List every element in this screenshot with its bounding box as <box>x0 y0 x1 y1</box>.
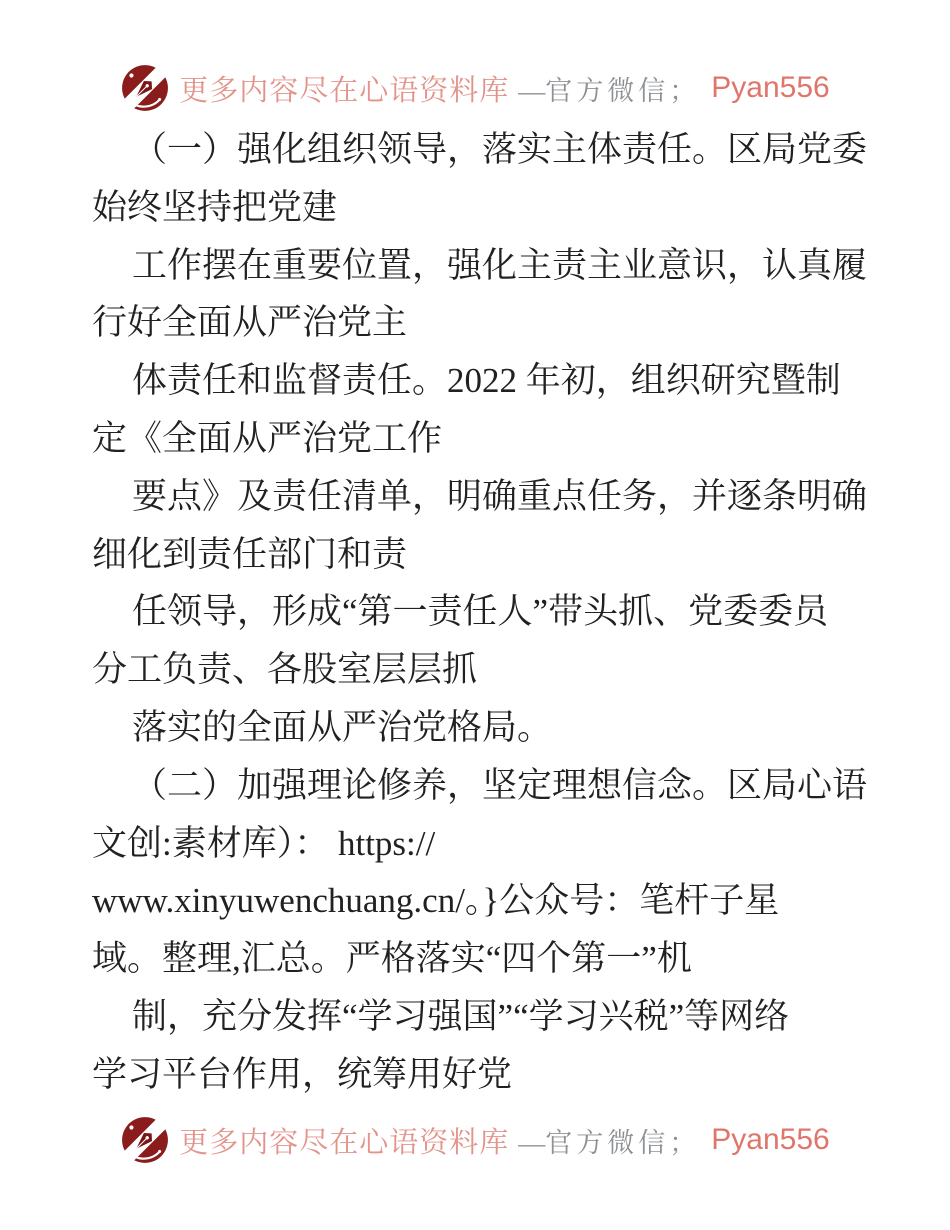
watermark-brand-text: 更多内容尽在心语资料库 <box>179 1126 510 1159</box>
text-line: 制，充分发挥“学习强国”“学习兴税”等网络 <box>132 996 790 1036</box>
watermark-dash: — <box>518 75 546 106</box>
watermark-wechat-id: Pyan556 <box>711 1123 830 1156</box>
text-line: 学习平台作用，统筹用好党 <box>92 1054 513 1094</box>
text-line: 工作摆在重要位置，强化主责主业意识，认真履 <box>132 245 868 285</box>
text-line: （一）强化组织领导，落实主体责任。区局党委 <box>132 130 868 169</box>
watermark-channel-label <box>518 1121 700 1160</box>
text-line: 任领导，形成“第一责任人”带头抓、党委委员 <box>132 592 829 632</box>
watermark-channel-text: 官方微信； <box>545 1127 701 1158</box>
watermark-brand-text: 更多内容尽在心语资料库 <box>179 74 510 107</box>
header-watermark <box>0 62 950 114</box>
text-line: 始终坚持把党建 <box>92 187 338 227</box>
text-line: 要点》及责任清单，明确重点任务，并逐条明确 <box>132 476 868 516</box>
text-line: 定《全面从严治党工作 <box>92 418 443 458</box>
footer-watermark <box>0 1114 950 1166</box>
watermark-channel-label <box>518 69 700 108</box>
text-line: 落实的全面从严治党格局。 <box>132 707 553 747</box>
document-body <box>92 121 872 1104</box>
text-line: 体责任和监督责任。2022 年初，组织研究暨制 <box>132 361 841 401</box>
text-line: 分工负责、各股室层层抓 <box>92 650 478 690</box>
text-line: 文创:素材库）： https:// <box>92 823 436 863</box>
text-line: （二）加强理论修养，坚定理想信念。区局心语 <box>132 765 868 805</box>
pen-nib-logo-icon <box>120 63 170 113</box>
pen-nib-logo-icon <box>120 1115 170 1165</box>
watermark-wechat-id: Pyan556 <box>711 71 830 104</box>
text-line: 细化到责任部门和责 <box>92 534 408 574</box>
watermark-dash: — <box>518 1127 546 1158</box>
text-line: www.xinyuwenchuang.cn/。}公众号：笔杆子星 <box>92 881 780 921</box>
watermark-channel-text: 官方微信； <box>545 75 701 106</box>
text-line: 域。整理,汇总。严格落实“四个第一”机 <box>92 939 692 979</box>
text-line: 行好全面从严治党主 <box>92 303 408 343</box>
